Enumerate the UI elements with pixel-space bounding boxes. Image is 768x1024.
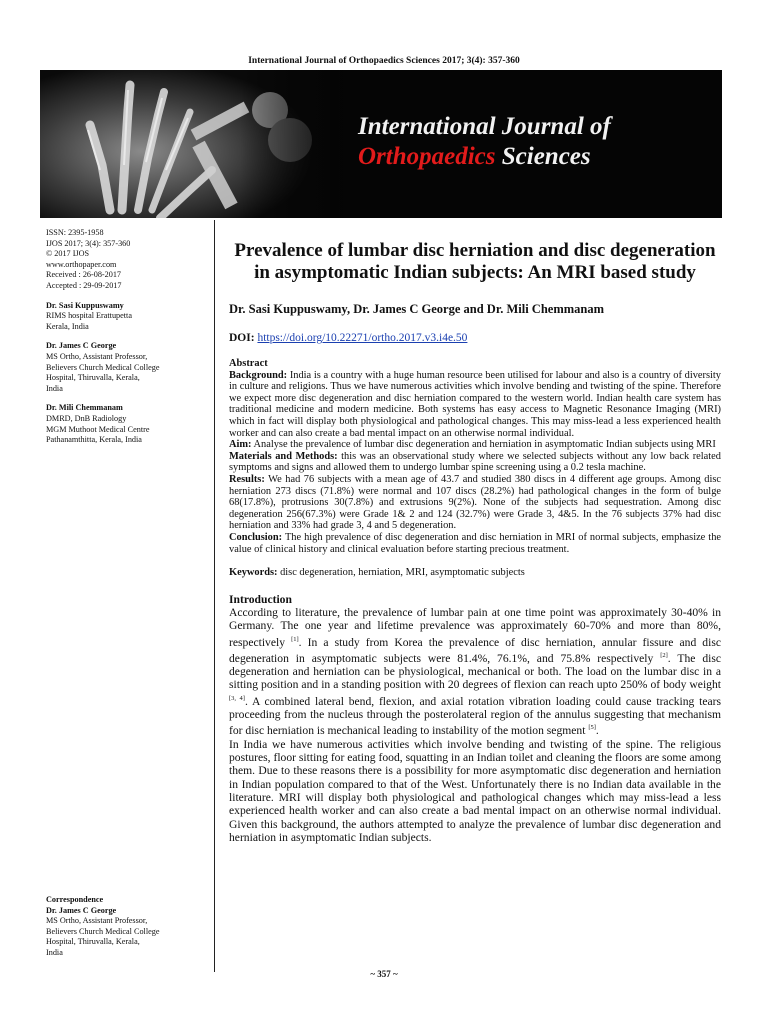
intro-paragraph	[229, 606, 721, 738]
running-head: International Journal of Orthopaedics Sciences 2017; 3(4): 357-360	[248, 56, 520, 66]
affiliation-line: India	[46, 947, 63, 957]
section-text: this was an observational study where we selected subjects without any low back related symptoms and signs and allowed them to undergo lumbar spine screening using a 0.2 tesla machine.	[229, 450, 721, 474]
affiliation-line: Believers Church Medical College	[46, 926, 160, 936]
citation-ref[interactable]: [5]	[588, 724, 596, 732]
main-column	[229, 240, 721, 844]
affiliation-line: Believers Church Medical College	[46, 362, 160, 372]
abstract-background	[229, 370, 721, 440]
received-date: Received : 26-08-2017	[46, 270, 122, 280]
section-text: India is a country with a huge human resource been utilised for labour and also is a country of diversity in culture and religions. Thus we have numerous activities which involve bending and twisting of the spine. Therefore we expect more disc degeneration and disc herniation compared to the western world. Indian health care system has traditional medicine and modern medicine. Both systems has easy access to Magnetic Resonance Imaging (MRI) which in fact will display both physiological and pathological changes. This may miss-lead a less experienced health worker and can also create a bad mental impact on an otherwise normal individual.	[229, 369, 721, 439]
article-authors: Dr. Sasi Kuppuswamy, Dr. James C George and Dr. Mili Chemmanam	[229, 302, 605, 316]
affiliation-line: India	[46, 383, 63, 393]
section-text: The high prevalence of disc degeneration and disc herniation in MRI of normal subjects, emphasize the value of clinical history and clinical evaluation before starting precious treatment.	[229, 531, 721, 555]
citation-ref[interactable]: [3, 4]	[229, 694, 245, 702]
text-run: . The disc degeneration and herniation can be physiological, mechanical or both. The load on the lumbar disc in a sitting position and in a standing position with 20 degrees of flexion can reach upto 250% of body weight	[229, 651, 721, 692]
affiliation-line: Hospital, Thiruvalla, Kerala,	[46, 373, 140, 383]
abstract-results	[229, 474, 721, 532]
text-run: .	[595, 724, 599, 738]
section-label: Aim:	[229, 439, 252, 451]
introduction-heading: Introduction	[229, 592, 292, 606]
section-label: Materials and Methods:	[229, 450, 338, 462]
correspondence-name: Dr. James C George	[46, 905, 117, 915]
author-name: Dr. James C George	[46, 341, 117, 351]
affiliation-line: MS Ortho, Assistant Professor,	[46, 351, 148, 361]
author-name: Dr. Sasi Kuppuswamy	[46, 300, 124, 310]
copyright: © 2017 IJOS	[46, 249, 90, 259]
journal-title-red: Orthopaedics	[358, 143, 496, 170]
text-run: . A combined lateral bend, flexion, and axial rotation vibration loading could cause tracking tears proceeding from the nucleus through the posterolateral region of the annulus suggesting that mechanism for disc herniation is mechanical leading to instability of the motion segment	[229, 694, 721, 738]
journal-banner	[40, 70, 722, 218]
journal-title-rest: Sciences	[501, 143, 591, 170]
introduction	[229, 593, 721, 845]
affiliation-line: MGM Muthoot Medical Centre	[46, 424, 150, 434]
intro-paragraph: In India we have numerous activities which involve bending and twisting of the spine. The religious postures, floor sitting for eating food, squatting in an Indian toilet and cleaning the floors are some among them. Due to these reasons there is a possibility for more asymptomatic disc degeneration and herniation in Indian population compared to that of the West. Unfortunately there is no Indian data available in the literature. MRI will display both physiological and pathological changes which may miss-lead a less experienced health worker and can also create a bad mental impact on an otherwise normal individual. Given this background, the authors attempted to analyze the prevalence of lumbar disc degeneration and herniation in asymptomatic Indian subjects.	[229, 737, 721, 844]
section-text: Analyse the prevalence of lumbar disc degeneration and herniation in asymptomatic Indian subjects using MRI	[251, 439, 716, 451]
citation-ref[interactable]: [1]	[291, 635, 299, 643]
citation-ref[interactable]: [2]	[660, 651, 668, 659]
author-affiliation	[46, 341, 206, 394]
article-meta	[46, 228, 206, 292]
article-title: Prevalence of lumbar disc herniation and disc degeneration in asymptomatic Indian subjects: An MRI based study	[234, 240, 716, 283]
doi	[229, 332, 721, 344]
page-number: ~ 357 ~	[370, 969, 398, 979]
issn: ISSN: 2395-1958	[46, 228, 104, 237]
keywords-text: disc degeneration, herniation, MRI, asymptomatic subjects	[277, 567, 525, 579]
text-run: According to literature, the prevalence of lumbar pain at one time point was approximately 30-40% in Germany. The one year and lifetime prevalence was approximately 60-70% and more than 80%, respectively	[229, 606, 721, 649]
doi-link[interactable]: https://doi.org/10.22271/ortho.2017.v3.i4e.50	[257, 332, 468, 344]
affiliation-line: Pathanamthitta, Kerala, India	[46, 435, 142, 445]
journal-title-line1: International Journal of	[358, 113, 611, 140]
affiliation-line: RIMS hospital Erattupetta	[46, 311, 132, 321]
abstract-heading: Abstract	[229, 358, 268, 369]
journal-title	[358, 112, 611, 172]
ijos-citation: IJOS 2017; 3(4): 357-360	[46, 238, 131, 248]
author-name: Dr. Mili Chemmanam	[46, 403, 123, 413]
correspondence-label: Correspondence	[46, 895, 104, 904]
section-label: Results:	[229, 473, 265, 485]
website-link[interactable]: www.orthopaper.com	[46, 259, 117, 269]
affiliation-line: MS Ortho, Assistant Professor,	[46, 916, 148, 926]
abstract-aim	[229, 439, 721, 451]
section-text: We had 76 subjects with a mean age of 43.7 and studied 380 discs in 4 different age groups. Among disc herniation 273 discs (71.8%) were normal and 107 discs (28.2%) had pathological changes in the form of bulge 68(17.8%), protrusions 30(7.8%) and extrusions 9(2%). None of the subjects had sequestration. Among disc degeneration 256(67.3%) were Grade 1& 2 and 124 (32.7%) were Grade 3, 4&5. In the 76 subjects 37% had disc herniation and 33% had grade 3, 4 and 5 degeneration.	[229, 473, 721, 532]
doi-label: DOI:	[229, 332, 255, 344]
abstract-methods	[229, 451, 721, 474]
text-run: . In a study from Korea the prevalence of disc herniation, annular fissure and disc degeneration in asymptomatic subjects were 81.4%, 76.1%, and 75.8% respectively	[229, 635, 721, 665]
abstract	[229, 358, 721, 555]
affiliation-line: Kerala, India	[46, 321, 89, 331]
keywords-label: Keywords:	[229, 567, 278, 579]
affiliation-line: DMRD, DnB Radiology	[46, 413, 127, 423]
author-affiliation	[46, 301, 206, 333]
author-affiliation	[46, 403, 206, 445]
sidebar	[46, 228, 206, 455]
correspondence	[46, 895, 211, 959]
section-label: Conclusion:	[229, 531, 283, 543]
accepted-date: Accepted : 29-09-2017	[46, 280, 122, 290]
section-label: Background:	[229, 369, 288, 381]
affiliation-line: Hospital, Thiruvalla, Kerala,	[46, 937, 140, 947]
abstract-conclusion	[229, 532, 721, 555]
column-divider	[214, 220, 215, 972]
keywords	[229, 567, 721, 579]
